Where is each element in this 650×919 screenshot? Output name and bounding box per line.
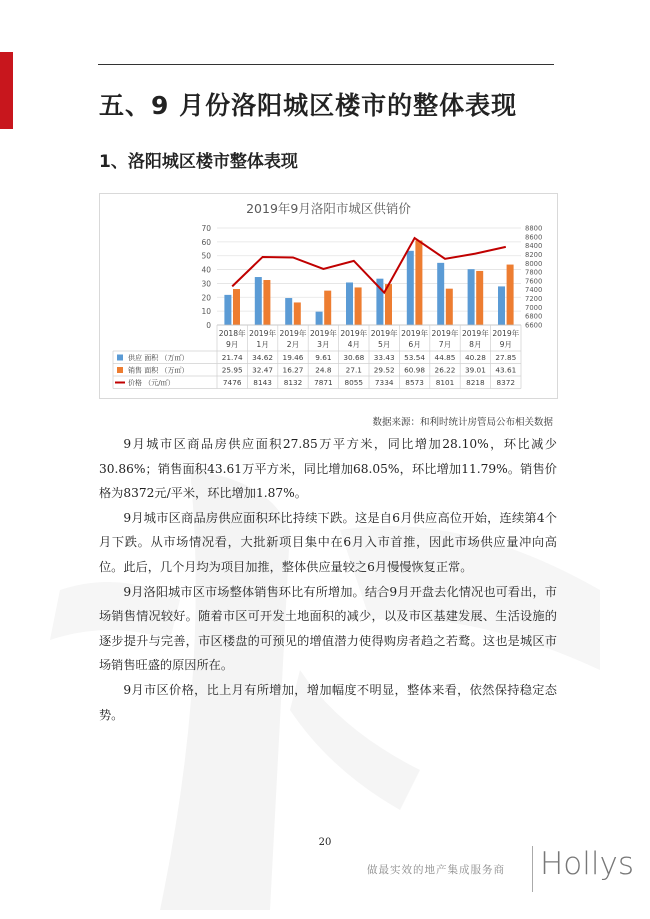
legend-swatch bbox=[117, 367, 123, 373]
y-right-tick-label: 8200 bbox=[525, 250, 543, 259]
y-left-tick-label: 60 bbox=[201, 237, 211, 247]
x-tick-label: 2019年 bbox=[340, 329, 368, 338]
data-label: 44.85 bbox=[434, 353, 456, 362]
x-tick-label: 8月 bbox=[469, 340, 482, 349]
bar bbox=[316, 312, 323, 325]
chart-title: 2019年9月洛阳市城区供销价 bbox=[246, 201, 411, 216]
y-right-tick-label: 7200 bbox=[525, 295, 543, 304]
paragraph: 9月城市区商品房供应面积27.85万平方米，同比增加28.10%，环比减少30.86%；销售面积43.61万平方米，同比增加68.05%，环比增加11.79%。销售价格为8372元/平米，环比增加1.87%。 bbox=[99, 437, 557, 501]
footer-slogan: 做最实效的地产集成服务商 bbox=[367, 864, 505, 876]
data-label: 25.95 bbox=[221, 365, 243, 375]
bar bbox=[255, 277, 262, 325]
paragraph: 9月洛阳城市区市场整体销售环比有所增加。结合9月开盘去化情况也可看出，市场销售情况较好。随着市区可开发土地面积的减少，以及市区基建发展、生活设施的逐步提升与完善，市区楼盘的可预见的增值潜力使得购房者趋之若鹜。这也是城区市场销售旺盛的原因所在。 bbox=[99, 584, 557, 673]
data-label: 26.22 bbox=[434, 365, 456, 375]
data-label: 7476 bbox=[222, 378, 242, 387]
data-label: 8573 bbox=[405, 378, 424, 387]
data-label: 8101 bbox=[435, 378, 455, 387]
data-label: 27.1 bbox=[345, 365, 362, 375]
bar bbox=[498, 286, 505, 325]
x-tick-label: 9月 bbox=[499, 340, 513, 349]
x-tick-label: 2019年 bbox=[249, 329, 277, 338]
data-label: 33.43 bbox=[373, 353, 395, 362]
data-label: 24.8 bbox=[315, 365, 332, 375]
bar bbox=[415, 240, 422, 325]
data-label: 21.74 bbox=[221, 353, 243, 362]
y-right-tick-label: 7600 bbox=[525, 277, 543, 286]
data-label: 60.98 bbox=[404, 365, 426, 375]
legend-swatch bbox=[117, 355, 123, 361]
data-label: 8218 bbox=[466, 378, 485, 387]
y-left-tick-label: 30 bbox=[201, 279, 211, 289]
bar bbox=[407, 251, 414, 325]
paragraph: 9月城市区商品房供应面积环比持续下跌。这是自6月供应高位开始，连续第4个月下跌。从市场情况看，大批新项目集中在6月入市首推，因此市场供应量冲向高位。此后，几个月均为项目加推，整体供应量较之6月慢慢恢复正常。 bbox=[99, 510, 557, 574]
y-right-tick-label: 8000 bbox=[525, 259, 543, 268]
data-label: 8055 bbox=[344, 378, 364, 387]
data-label: 16.27 bbox=[282, 365, 304, 375]
bar bbox=[224, 295, 231, 325]
x-tick-label: 7月 bbox=[438, 340, 452, 349]
bar bbox=[263, 280, 270, 325]
bar bbox=[468, 269, 475, 325]
x-tick-label: 5月 bbox=[377, 340, 391, 349]
y-right-tick-label: 7000 bbox=[525, 303, 543, 312]
page-number: 20 bbox=[318, 837, 332, 848]
x-tick-label: 2019年 bbox=[431, 329, 459, 338]
y-right-tick-label: 8400 bbox=[525, 242, 543, 251]
body-text bbox=[99, 432, 557, 727]
data-label: 8372 bbox=[496, 378, 516, 387]
bar bbox=[355, 287, 362, 325]
paragraph: 9月市区价格，比上月有所增加，增加幅度不明显，整体来看，依然保持稳定态势。 bbox=[99, 682, 557, 722]
x-tick-label: 2019年 bbox=[370, 329, 398, 338]
bar bbox=[346, 282, 353, 325]
legend-label: 供应 面积 （万㎡） bbox=[128, 354, 189, 362]
x-tick-label: 4月 bbox=[347, 340, 361, 349]
y-right-tick-label: 8600 bbox=[525, 233, 543, 242]
x-tick-label: 2019年 bbox=[461, 329, 489, 338]
y-right-tick-label: 8800 bbox=[525, 224, 543, 233]
y-right-tick-label: 7800 bbox=[525, 268, 543, 277]
data-label: 32.47 bbox=[252, 365, 274, 375]
bar bbox=[294, 302, 301, 325]
x-tick-label: 2019年 bbox=[279, 329, 307, 338]
x-tick-label: 9月 bbox=[225, 340, 239, 349]
price-line bbox=[232, 238, 506, 293]
y-left-tick-label: 10 bbox=[201, 307, 211, 317]
data-label: 7334 bbox=[374, 378, 394, 387]
data-label: 8132 bbox=[283, 378, 303, 387]
bar bbox=[446, 289, 453, 325]
red-accent-bar bbox=[0, 52, 13, 129]
data-label: 43.61 bbox=[495, 365, 517, 375]
data-label: 27.85 bbox=[495, 353, 517, 362]
data-label: 8143 bbox=[253, 378, 272, 387]
data-label: 34.62 bbox=[252, 353, 274, 362]
y-right-tick-label: 6800 bbox=[525, 312, 543, 321]
data-label: 53.54 bbox=[404, 353, 426, 362]
data-label: 30.68 bbox=[343, 353, 365, 362]
x-tick-label: 2月 bbox=[286, 340, 300, 349]
bar bbox=[285, 298, 292, 325]
data-label: 9.61 bbox=[315, 353, 332, 362]
bar bbox=[324, 291, 331, 325]
x-tick-label: 3月 bbox=[317, 340, 330, 349]
header-rule bbox=[98, 64, 554, 65]
y-left-tick-label: 40 bbox=[201, 265, 211, 275]
bar bbox=[437, 263, 444, 325]
data-label: 29.52 bbox=[373, 365, 395, 375]
y-right-tick-label: 7400 bbox=[525, 286, 543, 295]
x-tick-label: 2019年 bbox=[401, 329, 429, 338]
subsection-title: 1、洛阳城区楼市整体表现 bbox=[99, 152, 298, 172]
brand-logo: Hollys bbox=[540, 846, 634, 882]
x-tick-label: 2018年 bbox=[218, 329, 246, 338]
y-left-tick-label: 70 bbox=[201, 224, 211, 233]
x-tick-label: 2019年 bbox=[492, 329, 520, 338]
chart-container bbox=[99, 193, 558, 399]
legend-label: 价格 （元/㎡） bbox=[128, 379, 175, 387]
legend-label: 销售 面积 （万㎡） bbox=[128, 366, 189, 375]
y-right-tick-label: 6600 bbox=[525, 321, 543, 330]
bar bbox=[507, 265, 514, 325]
data-label: 39.01 bbox=[464, 365, 486, 375]
x-tick-label: 2019年 bbox=[309, 329, 337, 338]
x-tick-label: 1月 bbox=[256, 340, 269, 349]
footer-divider bbox=[532, 846, 533, 892]
y-left-tick-label: 20 bbox=[201, 293, 211, 303]
data-label: 19.46 bbox=[282, 353, 304, 362]
y-left-tick-label: 0 bbox=[206, 321, 211, 330]
data-label: 40.28 bbox=[464, 353, 486, 362]
bar bbox=[476, 271, 483, 325]
source-note: 数据来源：和利时统计房管局公布相关数据 bbox=[372, 417, 553, 428]
section-title: 五、9 月份洛阳城区楼市的整体表现 bbox=[99, 91, 518, 120]
y-left-tick-label: 50 bbox=[201, 251, 211, 261]
supply-sales-price-chart bbox=[100, 194, 557, 398]
x-tick-label: 6月 bbox=[408, 340, 421, 349]
data-label: 7871 bbox=[314, 378, 333, 387]
bar bbox=[233, 289, 240, 325]
